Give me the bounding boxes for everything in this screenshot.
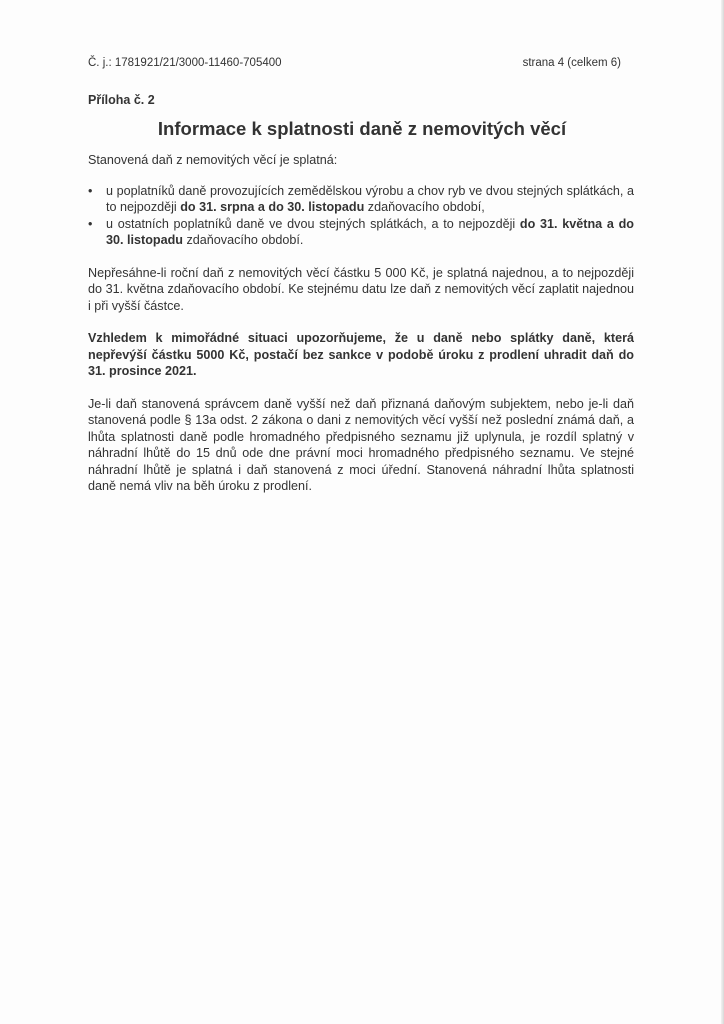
list-item-text-end: zdaňovacího období,: [364, 200, 485, 214]
due-dates-list: [88, 183, 634, 249]
reference-number: Č. j.: 1781921/21/3000-11460-705400: [88, 57, 282, 69]
bullet-icon: •: [88, 183, 93, 198]
list-item-bold-dates: do 31. srpna a do 30. listopadu: [180, 200, 365, 214]
annex-label: Příloha č. 2: [88, 93, 155, 107]
page-number: strana 4 (celkem 6): [522, 57, 621, 69]
list-item-bold-dates: do 31. května a do 30. listopadu: [106, 216, 634, 247]
list-item: [88, 183, 634, 216]
list-item-text: u poplatníků daně provozujících zemědělskou výrobu a chov ryb ve dvou stejných splátkách, a to nejpozději: [106, 183, 634, 214]
intro-text: Stanovená daň z nemovitých věcí je splatná:: [88, 153, 338, 167]
paragraph-lump-sum: Nepřesáhne-li roční daň z nemovitých věcí částku 5 000 Kč, je splatná najednou, a to nejpozději do 31. května zdaňovacího období. Ke stejnému datu lze daň z nemovitých věcí zaplatit najednou i při vyšší částce.: [88, 265, 634, 313]
paragraph-notice: Vzhledem k mimořádné situaci upozorňujeme, že u daně nebo splátky daně, která nepřevýší částku 5000 Kč, postačí bez sankce v podobě úroku z prodlení uhradit daň do 31. prosince 2021.: [88, 331, 634, 378]
document-body: [88, 152, 634, 511]
list-item-text: u ostatních poplatníků daně ve dvou stejných splátkách, a to nejpozději: [106, 216, 520, 231]
paragraph-substitute-deadline: Je-li daň stanovená správcem daně vyšší než daň přiznaná daňovým subjektem, nebo je-li daň stanovená podle § 13a odst. 2 zákona o dani z nemovitých věcí vyšší než poslední známá daň, a lhůta splatnosti daně podle hromadného předpisného seznamu již uplynula, je rozdíl splatný v náhradní lhůtě do 15 dnů ode dne právní moci hromadného předpisného seznamu. Ve stejné náhradní lhůtě je splatná i daň stanovená z moci úřední. Stanovená náhradní lhůta splatnosti daně nemá vliv na běh úroku z prodlení.: [88, 396, 634, 493]
document-title: Informace k splatnosti daně z nemovitých věcí: [157, 118, 567, 139]
bullet-icon: •: [88, 216, 93, 231]
list-item: [88, 216, 634, 249]
list-item-text-end: zdaňovacího období.: [182, 233, 304, 247]
